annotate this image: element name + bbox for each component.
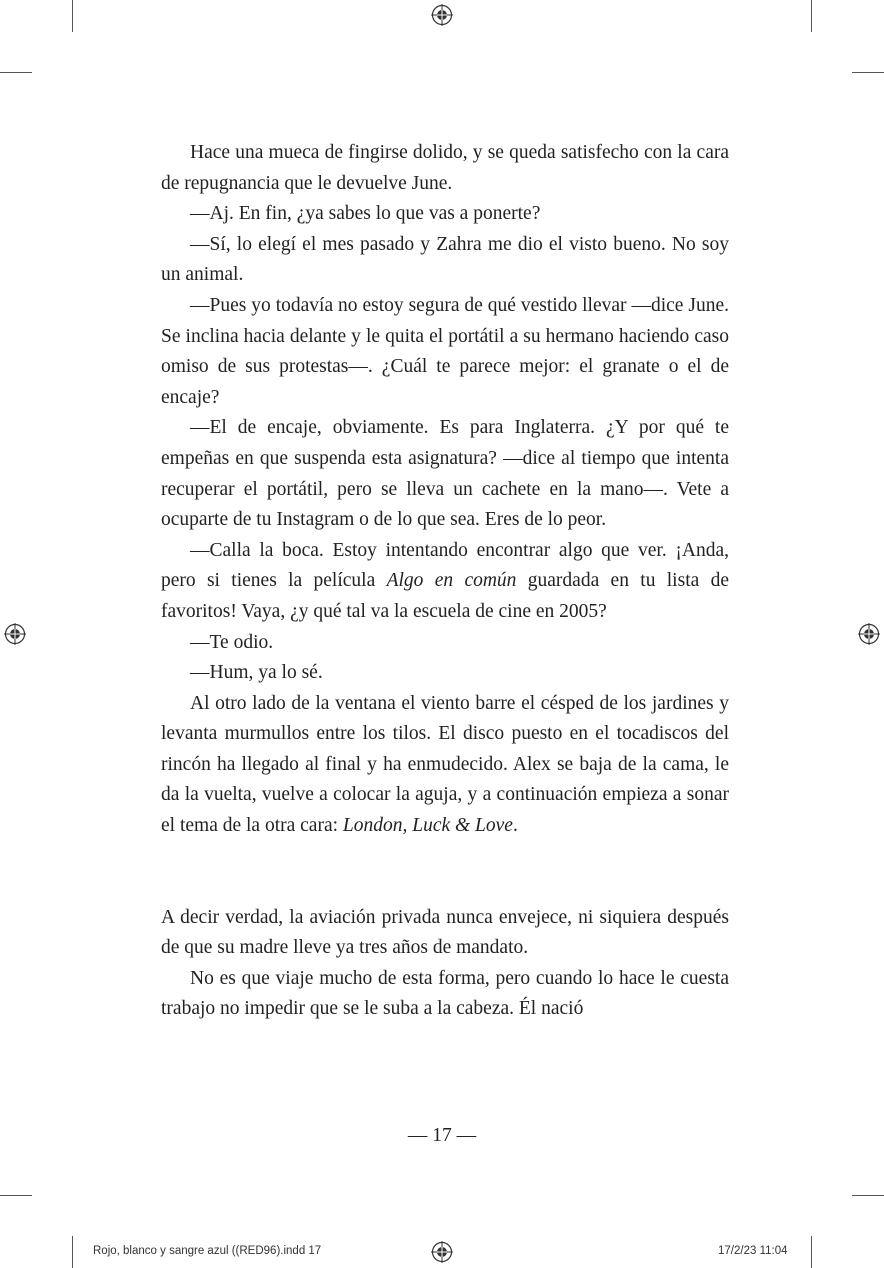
crop-mark-bottom-right-horizontal (852, 1195, 884, 1196)
paragraph-text: —Calla la boca. Estoy intentando encontrar algo que ver. ¡Anda, pero si tienes la película (161, 539, 729, 592)
paragraph: —Sí, lo elegí el mes pasado y Zahra me dio el visto bueno. No soy un animal. (161, 233, 729, 286)
crop-mark-bottom-left-vertical (72, 1236, 73, 1268)
slug-date-time: 17/2/23 11:04 (718, 1245, 788, 1257)
crop-mark-top-left-vertical (72, 0, 73, 32)
paragraph: —Hum, ya lo sé. (190, 662, 323, 684)
registration-target-icon (858, 623, 880, 645)
body-text (161, 138, 729, 1025)
paragraph (161, 536, 729, 628)
crop-mark-top-right-vertical (811, 0, 812, 32)
page-number: — 17 — (407, 1125, 477, 1146)
paragraph-text: guardada en tu lista de favoritos! Vaya, ¿y qué tal va la escuela de cine en 2005? (161, 570, 729, 622)
registration-target-icon (4, 623, 26, 645)
crop-mark-top-right-horizontal (852, 72, 884, 73)
film-title-italic: Algo en común (386, 570, 517, 592)
paragraph-text: . (512, 815, 518, 837)
registration-target-icon (431, 1241, 453, 1263)
song-title-italic: London, Luck & Love (342, 815, 513, 837)
paragraph: —Pues yo todavía no estoy segura de qué vestido llevar —dice June. Se inclina hacia delante y le quita el portátil a su hermano haciendo caso omiso de sus protestas—. ¿Cuál te parece mejor: el granate o el de encaje? (161, 294, 729, 408)
paragraph (161, 689, 729, 842)
paragraph: Hace una mueca de fingirse dolido, y se queda satisfecho con la cara de repugnancia que le devuelve June. (161, 142, 729, 194)
crop-mark-bottom-right-vertical (811, 1236, 812, 1268)
paragraph-text: Al otro lado de la ventana el viento barre el césped de los jardines y levanta murmullos entre los tilos. El disco puesto en el tocadiscos del rincón ha llegado al final y ha enmudecido. Alex se baja de la cama, le da la vuelta, vuelve a colocar la aguja, y a continuación empieza a sonar el tema de la otra cara: (161, 692, 729, 837)
crop-mark-top-left-horizontal (0, 72, 32, 73)
paragraph: —El de encaje, obviamente. Es para Inglaterra. ¿Y por qué te empeñas en que suspenda esta asignatura? —dice al tiempo que intenta recuperar el portátil, pero se lleva un cachete en la mano—. Vete a ocuparte de tu Instagram o de lo que sea. Eres de lo peor. (161, 417, 729, 531)
section-opening-paragraph: A decir verdad, la aviación privada nunca envejece, ni siquiera después de que su madre lleve ya tres años de mandato. (161, 906, 729, 959)
paragraph: —Te odio. (190, 631, 274, 653)
crop-mark-bottom-left-horizontal (0, 1195, 32, 1196)
registration-target-icon (431, 4, 453, 26)
slug-file-label: Rojo, blanco y sangre azul ((RED96).indd 17 (93, 1245, 322, 1257)
paragraph: —Aj. En fin, ¿ya sabes lo que vas a ponerte? (190, 203, 541, 225)
paragraph: No es que viaje mucho de esta forma, pero cuando lo hace le cuesta trabajo no impedir que se le suba a la cabeza. Él nació (161, 967, 729, 1020)
